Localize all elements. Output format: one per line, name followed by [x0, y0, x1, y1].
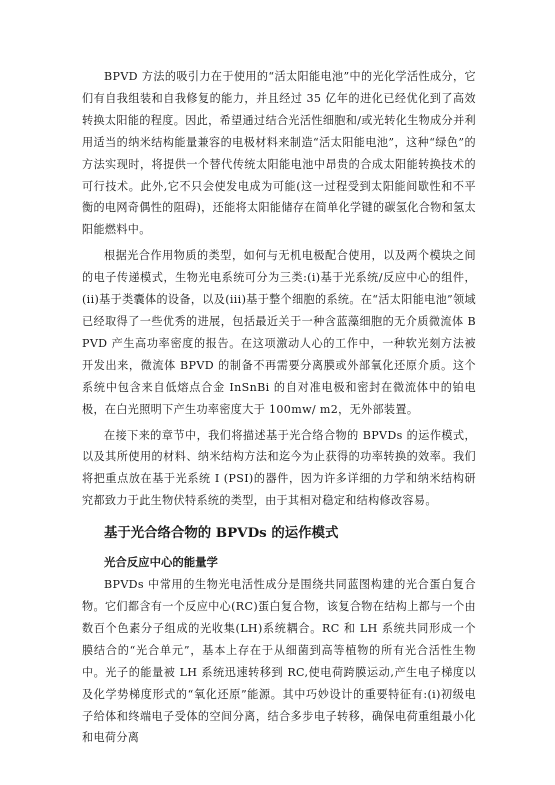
document-body: [82, 66, 476, 753]
paragraph-system-classification: 根据光合作用物质的类型，如何与无机电极配合使用，以及两个模块之间的电子传递模式，生物光电系统可分为三类:(i)基于光系统/反应中心的组件，(ii)基于类囊体的设备，以及(iii)基于整个细胞的系统。在“活太阳能电池”领域已经取得了一些优秀的进展，包括最近关于一种含蓝藻细胞的无介质微流体 BPVD 产生高功率密度的报告。在这项激动人心的工作中，一种软光刻方法被开发出来，微流体 BPVD 的制备不再需要分离膜或外部氧化还原介质。这个系统中包含来自低熔点合金 InSnBi 的自对准电极和密封在微流体中的铂电极，在白光照明下产生功率密度大于 100mw/ m2，无外部装置。: [82, 249, 476, 416]
paragraph-bpvd-attraction: BPVD 方法的吸引力在于使用的“活太阳能电池”中的光化学活性成分，它们有自我组装和自我修复的能力，并且经过 35 亿年的进化已经优化到了高效转换太阳能的程度。因此，希望通过结合光活性细胞和/或光转化生物成分并利用适当的纳米结构能量兼容的电极材料来制造“活太阳能电池”，这种“绿色”的方法实现时，将提供一个替代传统太阳能电池中昂贵的合成太阳能转换技术的可行技术。此外,它不只会使发电成为可能(这一过程受到太阳能间歇性和不平衡的电网奇偶性的阻碍)，还能将太阳能储存在简单化学键的碳氢化合物和氢太阳能燃料中。: [82, 70, 476, 237]
subsection-heading: 光合反应中心的能量学: [104, 555, 218, 570]
paragraph-reaction-center-energetics: BPVDs 中常用的生物光电活性成分是围绕共同蓝图构建的光合蛋白复合物。它们都含有一个反应中心(RC)蛋白复合物，该复合物在结构上都与一个由数百个色素分子组成的光收集(LH)系统耦合。RC 和 LH 系统共同形成一个膜结合的“光合单元”，基本上存在于从细菌到高等植物的所有光合活性生物中。光子的能量被 LH 系统迅速转移到 RC,使电荷跨膜运动,产生电子梯度以及化学势梯度形式的“氧化还原”能源。其中巧妙设计的重要特征有:(i)初级电子给体和终端电子受体的空间分离，结合多步电子转移，确保电荷重组最小化和电荷分离: [82, 578, 476, 745]
section-heading: 基于光合络合物的 BPVDs 的运作模式: [104, 525, 339, 542]
paragraph-chapter-outline: 在接下来的章节中，我们将描述基于光合络合物的 BPVDs 的运作模式，以及其所使用的材料、纳米结构方法和迄今为止获得的功率转换的效率。我们将把重点放在基于光系统 I (PSI)的器件，因为许多详细的力学和纳米结构研究都致力于此生物伏特系统的类型，由于其相对稳定和结构修改容易。: [82, 428, 476, 508]
